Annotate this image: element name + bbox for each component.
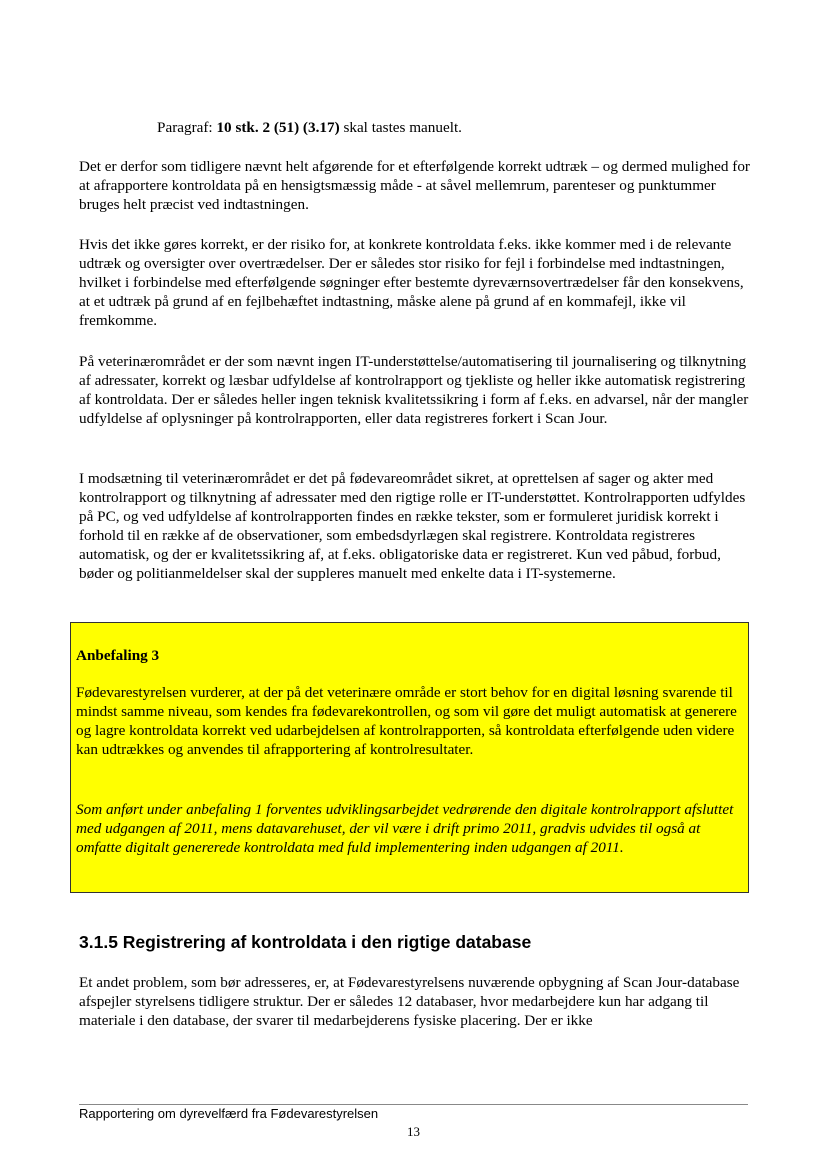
paragraf-prefix: Paragraf: bbox=[157, 119, 217, 136]
body-paragraph-2: Hvis det ikke gøres korrekt, er der risiko for, at konkrete kontroldata f.eks. ikke kommer med i de relevante udtræk og oversigter over overtrædelser. Der er således stor risiko for fejl i forbindelse med indtastningen, hvilket i forbindelse med efterfølgende søgninger efter bestemte dyreværnsovertrædelser får den konsekvens, at et udtræk på grund af en fejlbehæftet indtastning, måske alene på grund af en kommafejl, ikke vil fremkomme. bbox=[79, 236, 744, 329]
recommendation-box bbox=[70, 622, 749, 893]
recommendation-note: Som anført under anbefaling 1 forventes udviklingsarbejdet vedrørende den digitale kontrolrapport afsluttet med udgangen af 2011, mens datavarehuset, der vil være i drift primo 2011, gradvis udvides til også at omfatte digitalt genererede kontroldata med fuld implementering inden udgangen af 2011. bbox=[76, 801, 734, 856]
body-paragraph-5: Et andet problem, som bør adresseres, er, at Fødevarestyrelsens nuværende opbygning af Scan Jour-database afspejler styrelsens tidligere struktur. Der er således 12 databaser, hvor medarbejdere kun har adgang til materiale i den database, der svarer til medarbejderens fysiske placering. Der er ikke bbox=[79, 974, 740, 1029]
section-heading: 3.1.5 Registrering af kontroldata i den rigtige database bbox=[79, 932, 532, 952]
page-number: 13 bbox=[407, 1124, 420, 1139]
footer-divider bbox=[79, 1104, 748, 1105]
footer-title: Rapportering om dyrevelfærd fra Fødevarestyrelsen bbox=[79, 1106, 379, 1121]
paragraf-suffix: skal tastes manuelt. bbox=[339, 119, 462, 136]
recommendation-title: Anbefaling 3 bbox=[76, 647, 160, 664]
paragraf-line bbox=[157, 118, 462, 137]
paragraf-reference: 10 stk. 2 (51) (3.17) bbox=[216, 119, 340, 136]
body-paragraph-4: I modsætning til veterinærområdet er det på fødevareområdet sikret, at oprettelsen af sager og akter med kontrolrapport og tilknytning af adressater med den rigtige rolle er IT-understøttet. Kontrolrapporten udfyldes på PC, og ved udfyldelse af kontrolrapporten findes en række tekster, som er formuleret juridisk korrekt i forhold til en række af de observationer, som embedsdyrlægen skal registrere. Kontroldata registreres automatisk, og der er kvalitetssikring af, at f.eks. obligatoriske data er registreret. Kun ved påbud, forbud, bøder og politianmeldelser skal der suppleres manuelt med enkelte data i IT-systemerne. bbox=[79, 470, 746, 582]
body-paragraph-3: På veterinærområdet er der som nævnt ingen IT-understøttelse/automatisering til journalisering og tilknytning af adressater, korrekt og læsbar udfyldelse af kontrolrapport og tjekliste og heller ikke automatisk registrering af kontroldata. Der er således heller ingen teknisk kvalitetssikring i form af f.eks. en advarsel, når der mangler udfyldelse af oplysninger på kontrolrapporten, eller data registreres forkert i Scan Jour. bbox=[79, 353, 749, 427]
body-paragraph-1: Det er derfor som tidligere nævnt helt afgørende for et efterfølgende korrekt udtræk – og dermed mulighed for at afrapportere kontroldata på en hensigtsmæssig måde - at såvel mellemrum, parenteser og punktummer bruges helt præcist ved indtastningen. bbox=[79, 158, 750, 213]
recommendation-body: Fødevarestyrelsen vurderer, at der på det veterinære område er stort behov for en digital løsning svarende til mindst samme niveau, som kendes fra fødevarekontrollen, og som vil gøre det muligt automatisk at generere og lagre kontroldata korrekt ved udarbejdelsen af kontrolrapporten, så kontroldata efterfølgende uden videre kan udtrækkes og anvendes til afrapportering af kontrolresultater. bbox=[76, 684, 737, 758]
